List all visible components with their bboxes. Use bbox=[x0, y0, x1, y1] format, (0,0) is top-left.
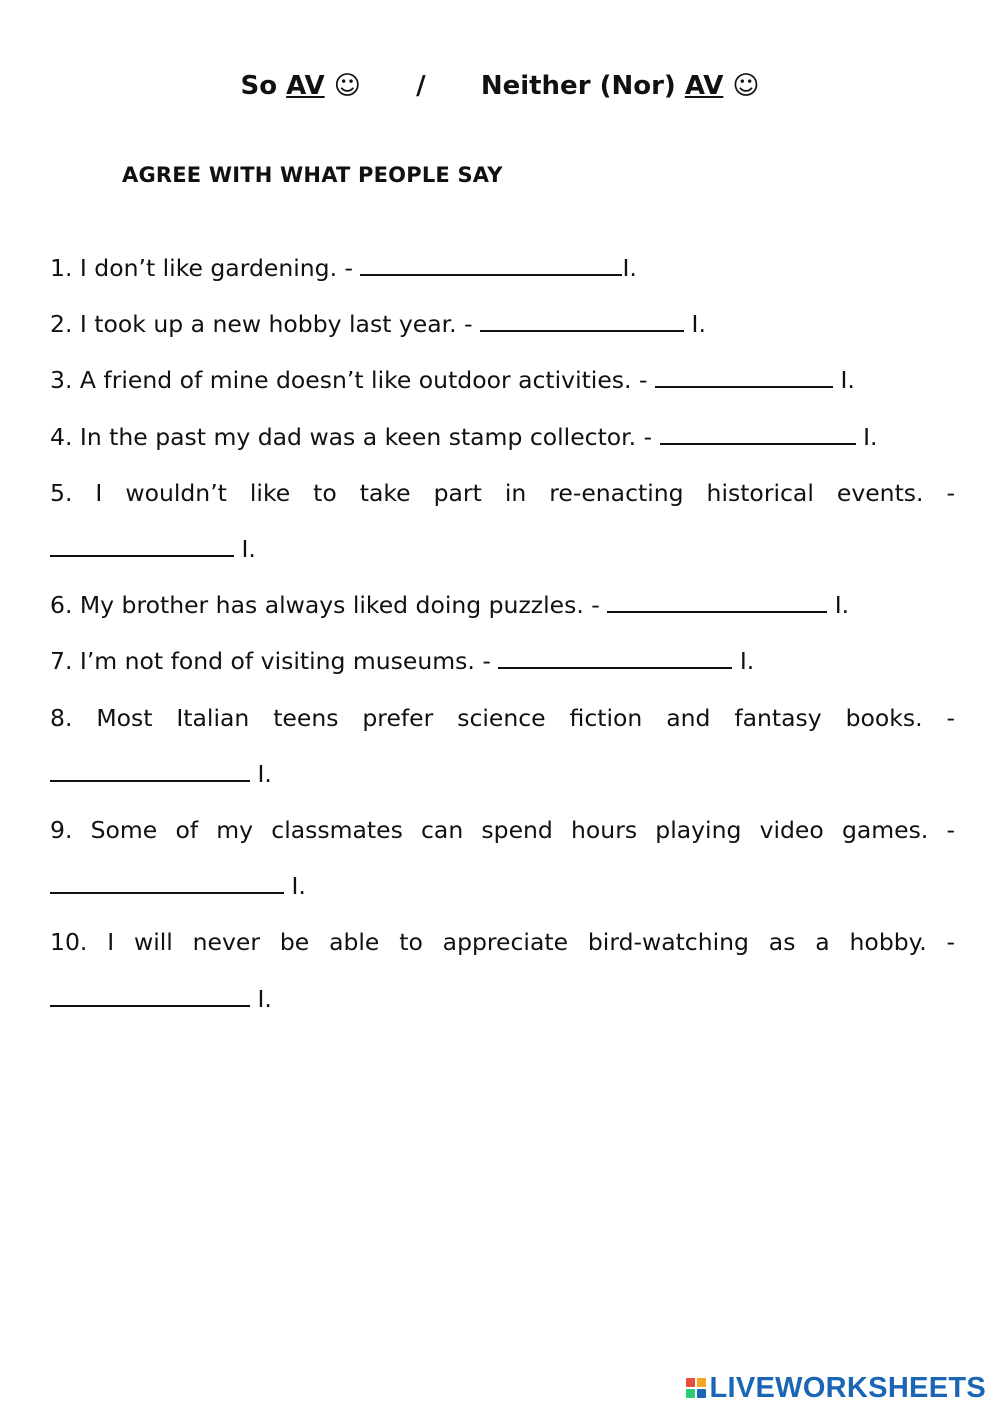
exercise-sentence: 7. I’m not fond of visiting museums. - bbox=[50, 647, 491, 676]
exercise-suffix: I. bbox=[834, 591, 850, 620]
answer-blank[interactable] bbox=[660, 421, 856, 445]
answer-blank[interactable] bbox=[50, 533, 234, 557]
exercise-item bbox=[50, 802, 955, 914]
exercise-suffix: I. bbox=[257, 984, 272, 1013]
liveworksheets-logo-icon bbox=[686, 1378, 706, 1398]
exercise-item bbox=[50, 240, 955, 296]
answer-blank[interactable] bbox=[655, 364, 833, 388]
answer-blank[interactable] bbox=[50, 758, 250, 782]
exercise-item bbox=[50, 914, 955, 1026]
exercise-suffix: I. bbox=[622, 254, 637, 282]
exercise-item bbox=[50, 409, 955, 465]
exercise-sentence: 10. I will never be able to appreciate bird-watching as a hobby. - bbox=[50, 928, 955, 957]
exercise-suffix: I. bbox=[257, 759, 272, 788]
worksheet-title bbox=[0, 66, 1000, 106]
title-neither: Neither (Nor) bbox=[480, 71, 676, 101]
exercise-item bbox=[50, 296, 955, 352]
exercise-sentence: 2. I took up a new hobby last year. - bbox=[50, 310, 473, 339]
exercise-sentence: 6. My brother has always liked doing puzzles. - bbox=[50, 591, 600, 620]
exercise-suffix: I. bbox=[840, 366, 855, 395]
logo-square-orange bbox=[697, 1378, 706, 1387]
exercise-list bbox=[50, 240, 955, 1027]
answer-blank[interactable] bbox=[50, 870, 284, 894]
exercise-suffix: I. bbox=[739, 647, 755, 676]
logo-square-red bbox=[686, 1378, 695, 1387]
logo-square-blue bbox=[697, 1389, 706, 1398]
title-av-right: AV bbox=[684, 71, 724, 101]
exercise-suffix: I. bbox=[863, 422, 878, 451]
title-slash: / bbox=[416, 71, 426, 101]
answer-blank[interactable] bbox=[50, 983, 250, 1007]
exercise-suffix: I. bbox=[241, 535, 256, 564]
exercise-item bbox=[50, 577, 955, 633]
exercise-sentence: 5. I wouldn’t like to take part in re-enacting historical events. - bbox=[50, 478, 955, 507]
title-so: So bbox=[240, 71, 278, 101]
answer-blank[interactable] bbox=[607, 589, 827, 613]
exercise-item bbox=[50, 690, 955, 802]
exercise-sentence: 8. Most Italian teens prefer science fiction and fantasy books. - bbox=[50, 703, 955, 732]
logo-text: LIVEWORKSHEETS bbox=[709, 1371, 986, 1404]
exercise-item bbox=[50, 352, 955, 408]
exercise-sentence: 1. I don’t like gardening. - bbox=[50, 254, 353, 282]
smiley-icon: ☺ bbox=[333, 71, 361, 101]
exercise-suffix: I. bbox=[691, 310, 706, 339]
liveworksheets-logo bbox=[686, 1371, 987, 1405]
title-av-left: AV bbox=[286, 71, 325, 101]
exercise-sentence: 9. Some of my classmates can spend hours playing video games. - bbox=[50, 816, 955, 845]
exercise-suffix: I. bbox=[291, 872, 306, 901]
answer-blank[interactable] bbox=[498, 645, 732, 669]
exercise-sentence: 3. A friend of mine doesn’t like outdoor activities. - bbox=[50, 366, 648, 395]
exercise-item bbox=[50, 633, 955, 689]
worksheet-instructions: AGREE WITH WHAT PEOPLE SAY bbox=[122, 163, 503, 187]
exercise-item bbox=[50, 465, 955, 577]
answer-blank[interactable] bbox=[360, 252, 622, 276]
exercise-sentence: 4. In the past my dad was a keen stamp collector. - bbox=[50, 422, 653, 451]
smiley-icon: ☺ bbox=[732, 71, 760, 101]
answer-blank[interactable] bbox=[480, 308, 684, 332]
logo-square-green bbox=[686, 1389, 695, 1398]
